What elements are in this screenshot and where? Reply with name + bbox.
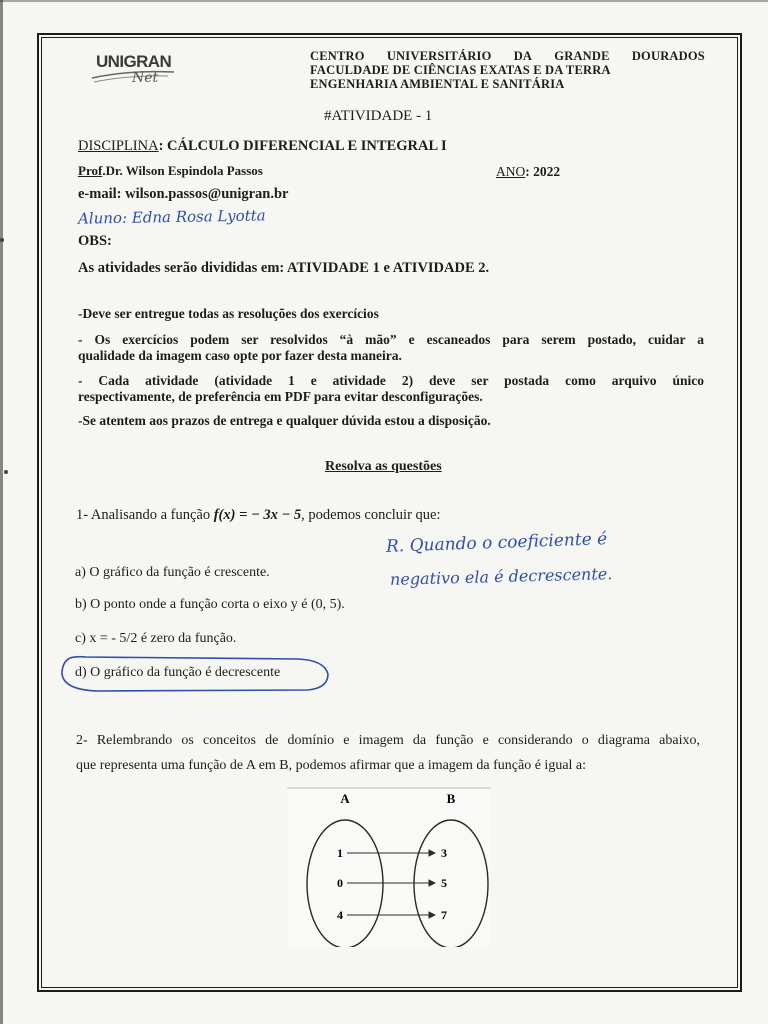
section-title: Resolva as questões	[325, 459, 442, 474]
q1-statement	[76, 507, 441, 524]
domain-element: 1	[337, 846, 343, 860]
instruction-2a: - Os exercícios podem ser resolvidos “à mão” e escaneados para serem postado, cuidar a	[78, 332, 704, 347]
set-b-label: B	[446, 791, 456, 806]
instruction-3a: - Cada atividade (atividade 1 e atividade 2) deve ser postada como arquivo único	[78, 373, 704, 388]
unigran-logo	[88, 48, 178, 93]
q1-option-d: d) O gráfico da função é decrescente	[75, 665, 281, 680]
q2-statement-line-2: que representa uma função de A em B, podemos afirmar que a imagem da função é igual a:	[76, 758, 587, 773]
year-label: ANO	[496, 164, 526, 179]
logo-subtext: Net	[132, 70, 159, 86]
codomain-element: 3	[441, 846, 447, 860]
instruction-1: -Deve ser entregue todas as resoluções dos exercícios	[78, 306, 379, 321]
function-arrow-diagram	[287, 787, 491, 947]
email-line: e-mail: wilson.passos@unigran.br	[78, 186, 289, 202]
q1-suffix: , podemos concluir que:	[301, 507, 441, 523]
codomain-element: 7	[441, 908, 447, 922]
year-value: : 2022	[525, 164, 561, 179]
handwritten-answer-line-2: negativo ela é decrescente.	[389, 564, 613, 589]
q1-option-a: a) O gráfico da função é crescente.	[75, 565, 270, 580]
institution-line-2: FACULDADE DE CIÊNCIAS EXATAS E DA TERRA	[310, 63, 611, 77]
header-word: GRANDE	[554, 49, 610, 63]
course-name: : CÁLCULO DIFERENCIAL E INTEGRAL I	[158, 138, 447, 154]
scan-dot	[0, 238, 4, 242]
set-a-label: A	[340, 791, 350, 806]
header-word: DOURADOS	[631, 49, 705, 63]
obs-label: OBS:	[78, 233, 112, 249]
logo-text: UNIGRAN	[96, 52, 172, 71]
course-line	[78, 138, 447, 155]
handwritten-student-name: Aluno: Edna Rosa Lyotta	[77, 206, 266, 228]
q1-prefix: 1- Analisando a função	[76, 507, 214, 523]
handwritten-answer-line-1: R. Quando o coeficiente é	[385, 529, 608, 557]
scan-dot	[4, 470, 8, 474]
professor-line	[78, 163, 263, 179]
institution-line-3: ENGENHARIA AMBIENTAL E SANITÁRIA	[310, 77, 565, 91]
q1-option-c: c) x = - 5/2 é zero da função.	[75, 631, 237, 646]
q1-option-b: b) O ponto onde a função corta o eixo y é (0, 5).	[75, 597, 345, 612]
course-label: DISCIPLINA	[78, 138, 159, 154]
codomain-element: 5	[441, 876, 447, 890]
header-word: UNIVERSITÁRIO	[386, 49, 492, 63]
activity-title: #ATIVIDADE - 1	[324, 108, 433, 124]
intro-text: As atividades serão divididas em: ATIVIDADE 1 e ATIVIDADE 2.	[78, 260, 490, 276]
domain-element: 4	[337, 908, 343, 922]
professor-name: .Dr. Wilson Espindola Passos	[102, 163, 263, 178]
institution-line-1	[310, 49, 705, 64]
instruction-3b: respectivamente, de preferência em PDF para evitar desconfigurações.	[78, 389, 483, 404]
answer-circle-mark	[58, 650, 334, 696]
q2-statement-line-1: 2- Relembrando os conceitos de domínio e imagem da função e considerando o diagrama abaixo,	[76, 733, 700, 748]
domain-element: 0	[337, 876, 343, 890]
q1-formula: f(x) = − 3x − 5	[213, 507, 302, 523]
diagram-background	[287, 787, 491, 947]
instruction-2b: qualidade da imagem caso opte por fazer desta maneira.	[78, 348, 402, 363]
header-word: DA	[513, 49, 533, 63]
instruction-4: -Se atentem aos prazos de entrega e qualquer dúvida estou a disposição.	[78, 413, 491, 428]
scan-left-edge	[0, 0, 3, 1024]
header-word: CENTRO	[310, 49, 365, 63]
year-line	[496, 164, 560, 180]
professor-prefix: Prof	[78, 163, 103, 178]
scan-top-edge	[0, 0, 768, 2]
